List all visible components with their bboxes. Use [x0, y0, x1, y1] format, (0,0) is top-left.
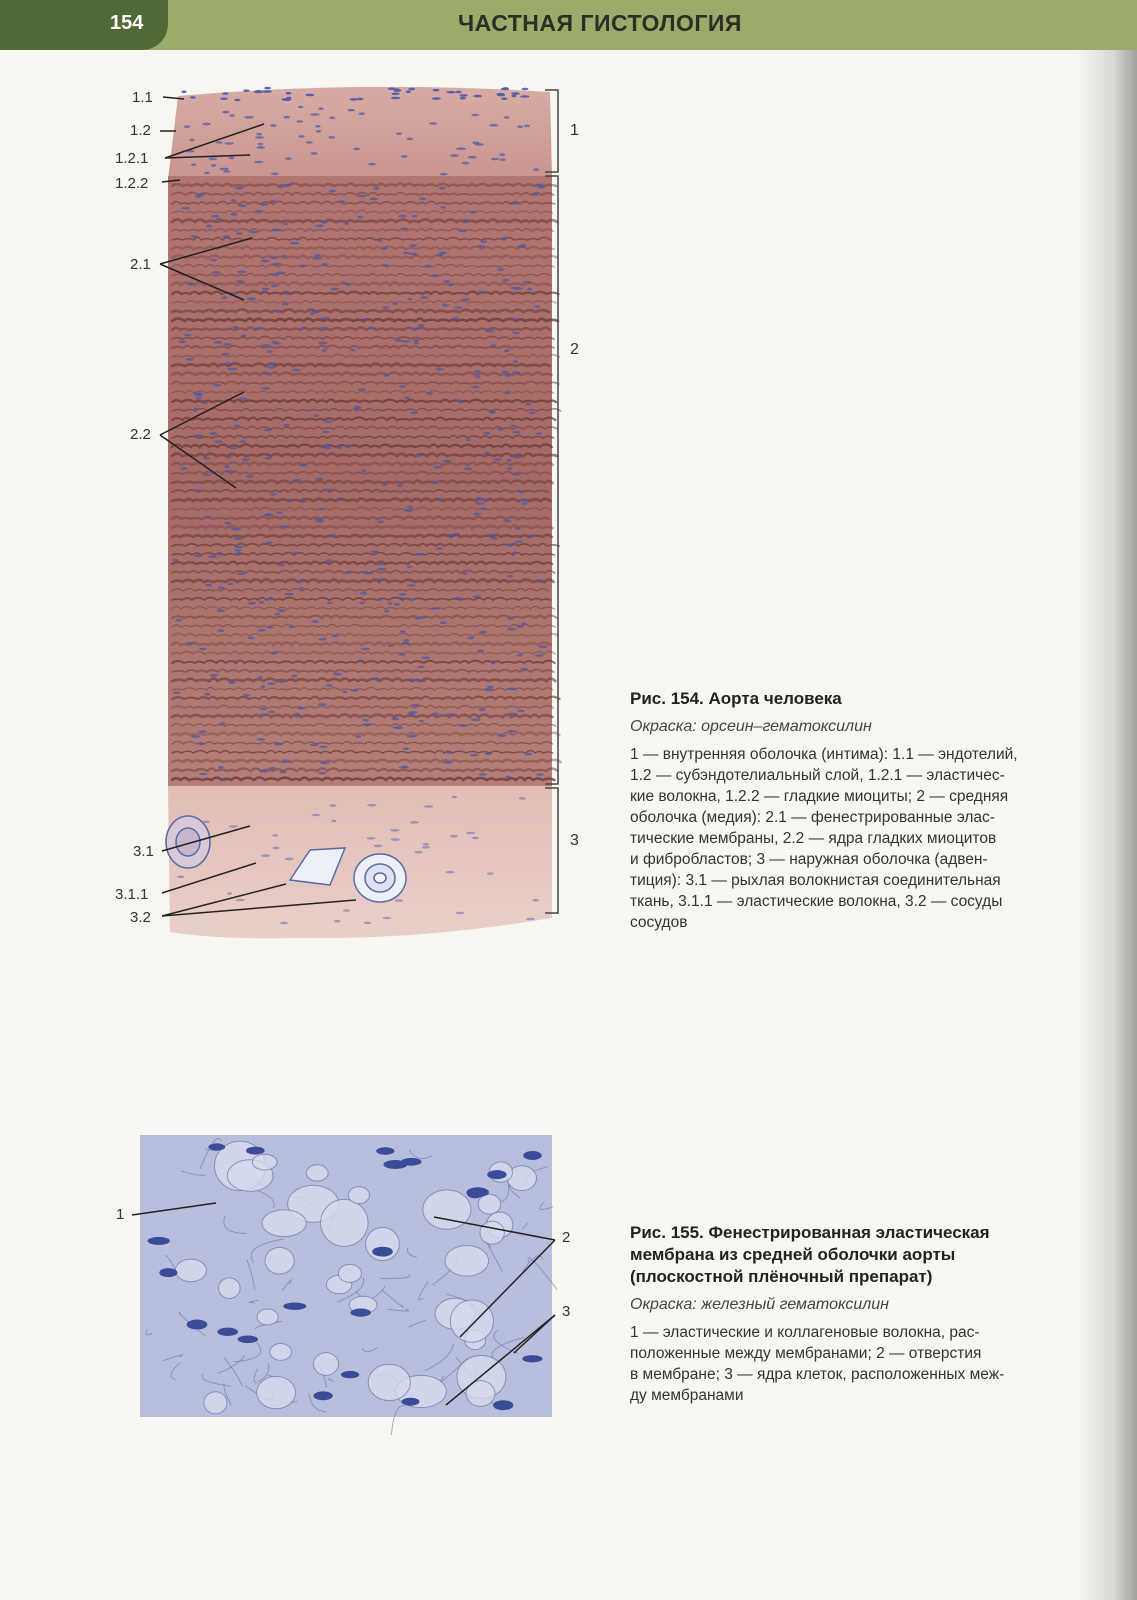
figure-154-caption: [630, 688, 1100, 933]
label-3-1-1: 3.1.1: [115, 886, 149, 903]
label-1-2-2: 1.2.2: [115, 175, 149, 192]
bracket-label-1: 1: [570, 122, 579, 139]
figure-154-stain: Окраска: орсеин–гематоксилин: [630, 718, 872, 735]
label-fig155-1: 1: [116, 1206, 125, 1223]
label-3-2: 3.2: [130, 909, 151, 926]
label-fig155-3: 3: [562, 1303, 571, 1320]
aorta-illustration: [0, 0, 620, 960]
figure-155-stain: Окраска: железный гематоксилин: [630, 1296, 889, 1313]
figure-155-caption: [630, 1222, 1100, 1406]
title-line: мембрана из средней оболочки аорты: [630, 1245, 956, 1264]
title-line: (плоскостной плёночный препарат): [630, 1267, 933, 1286]
label-2-2: 2.2: [130, 426, 151, 443]
label-3-1: 3.1: [133, 843, 154, 860]
text-line: ду мембранами: [630, 1387, 744, 1404]
tissue-block: [166, 87, 561, 939]
title-line: Рис. 155. Фенестрированная эластическая: [630, 1223, 990, 1242]
text-line: тические мембраны, 2.2 — ядра гладких миоцитов: [630, 830, 997, 847]
text-line: ткань, 3.1.1 — эластические волокна, 3.2 — сосуды: [630, 893, 1003, 910]
label-1-2: 1.2: [130, 122, 151, 139]
membrane-illustration: [100, 1125, 600, 1435]
page-number: 154: [110, 12, 144, 34]
chapter-title: ЧАСТНАЯ ГИСТОЛОГИЯ: [458, 10, 742, 36]
bracket-label-2: 2: [570, 341, 579, 358]
text-line: 1 — эластические и коллагеновые волокна, рас-: [630, 1324, 980, 1341]
text-line: 1 — внутренняя оболочка (интима): 1.1 — эндотелий,: [630, 746, 1018, 763]
text-line: в мембране; 3 — ядра клеток, расположенных меж-: [630, 1366, 1005, 1383]
figure-155-description: [630, 1322, 1100, 1406]
label-fig155-2: 2: [562, 1229, 571, 1246]
text-line: 1.2 — субэндотелиальный слой, 1.2.1 — эластичес-: [630, 767, 1005, 784]
text-line: кие волокна, 1.2.2 — гладкие миоциты; 2 — средняя: [630, 788, 1009, 805]
figure-155-title: [630, 1222, 1100, 1288]
figure-154-title: Рис. 154. Аорта человека: [630, 689, 842, 708]
bracket-label-3: 3: [570, 832, 579, 849]
figure-154-description: [630, 744, 1100, 933]
text-line: положенные между мембранами; 2 — отверстия: [630, 1345, 982, 1362]
text-line: и фибробластов; 3 — наружная оболочка (адвен-: [630, 851, 988, 868]
label-1-2-1: 1.2.1: [115, 150, 149, 167]
text-line: оболочка (медия): 2.1 — фенестрированные элас-: [630, 809, 995, 826]
label-2-1: 2.1: [130, 256, 151, 273]
label-1-1: 1.1: [132, 89, 153, 106]
text-line: сосудов: [630, 914, 688, 931]
text-line: тиция): 3.1 — рыхлая волокнистая соединительная: [630, 872, 1001, 889]
